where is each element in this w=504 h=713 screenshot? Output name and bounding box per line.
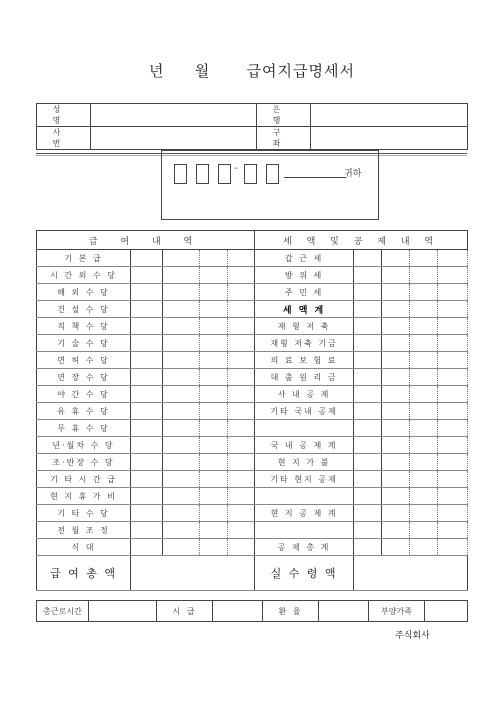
pay-amount-cell[interactable] — [163, 454, 200, 471]
pay-amount-cell[interactable] — [163, 352, 200, 369]
pay-amount-cell[interactable] — [200, 420, 228, 437]
deduction-amount-cell[interactable] — [410, 403, 438, 420]
employee-id-field[interactable] — [91, 127, 257, 150]
deduction-item-label: 기타 현지 공제 — [255, 471, 354, 488]
deduction-amount-cell[interactable] — [410, 420, 438, 437]
deduction-item-label: 국 내 공 제 계 — [255, 437, 354, 454]
pay-amount-cell[interactable] — [200, 301, 228, 318]
deduction-item-label — [255, 488, 354, 505]
name-label: 성 명 — [37, 104, 91, 127]
pay-amount-cell[interactable] — [163, 522, 200, 539]
deduction-item-label: 기타 국내 공제 — [255, 403, 354, 420]
deduction-item-label: 갑 근 세 — [255, 250, 354, 267]
pay-amount-cell[interactable] — [200, 250, 228, 267]
deduction-amount-cell[interactable] — [382, 403, 410, 420]
deduction-amount-cell[interactable] — [438, 369, 468, 386]
pay-amount-cell[interactable] — [131, 284, 163, 301]
summary-table — [36, 600, 468, 622]
deduction-amount-cell[interactable] — [382, 335, 410, 352]
pay-amount-cell[interactable] — [200, 471, 228, 488]
deduction-amount-cell[interactable] — [382, 318, 410, 335]
deduction-amount-cell[interactable] — [410, 250, 438, 267]
pay-amount-cell[interactable] — [200, 522, 228, 539]
pay-amount-cell[interactable] — [228, 522, 255, 539]
deduction-amount-cell[interactable] — [354, 539, 382, 556]
pay-amount-cell[interactable] — [228, 488, 255, 505]
pay-amount-cell[interactable] — [131, 386, 163, 403]
deduction-amount-cell[interactable] — [410, 284, 438, 301]
pay-amount-cell[interactable] — [131, 369, 163, 386]
deduction-amount-cell[interactable] — [438, 318, 468, 335]
postal-code-box[interactable] — [218, 164, 231, 184]
account-field[interactable] — [311, 127, 468, 150]
deduction-item-label: 공 제 총 계 — [255, 539, 354, 556]
deduction-amount-cell[interactable] — [354, 369, 382, 386]
deduction-amount-cell[interactable] — [354, 522, 382, 539]
deduction-amount-cell[interactable] — [438, 250, 468, 267]
deduction-item-label: 재 형 저 축 — [255, 318, 354, 335]
pay-amount-cell[interactable] — [228, 284, 255, 301]
deduction-amount-cell[interactable] — [354, 301, 382, 318]
deduction-item-label: 재형 저축 기금 — [255, 335, 354, 352]
pay-amount-cell[interactable] — [200, 318, 228, 335]
pay-item-label: 년·월차 수 당 — [37, 437, 131, 454]
pay-amount-cell[interactable] — [131, 471, 163, 488]
pay-amount-cell[interactable] — [163, 471, 200, 488]
table-row — [37, 488, 468, 505]
pay-amount-cell[interactable] — [163, 488, 200, 505]
pay-amount-cell[interactable] — [163, 505, 200, 522]
document-title — [0, 60, 504, 81]
deduction-amount-cell[interactable] — [438, 505, 468, 522]
pay-item-label: 유 휴 수 당 — [37, 403, 131, 420]
pay-amount-cell[interactable] — [200, 335, 228, 352]
table-row — [37, 250, 468, 267]
pay-item-label: 면 허 수 당 — [37, 352, 131, 369]
deduction-amount-cell[interactable] — [410, 301, 438, 318]
pay-amount-cell[interactable] — [163, 267, 200, 284]
table-row — [37, 267, 468, 284]
title-text: 급여지급명세서 — [246, 62, 355, 80]
deduction-amount-cell[interactable] — [438, 301, 468, 318]
deduction-item-label: 주 민 세 — [255, 284, 354, 301]
table-row — [37, 522, 468, 539]
table-row — [37, 539, 468, 556]
pay-item-label: 야 간 수 당 — [37, 386, 131, 403]
exchange-rate-field[interactable] — [319, 601, 369, 622]
pay-amount-cell[interactable] — [131, 437, 163, 454]
pay-amount-cell[interactable] — [131, 488, 163, 505]
net-pay-label: 실 수 령 액 — [255, 556, 354, 591]
pay-amount-cell[interactable] — [200, 454, 228, 471]
pay-amount-cell[interactable] — [163, 437, 200, 454]
pay-item-label: 무 휴 수 당 — [37, 420, 131, 437]
pay-amount-cell[interactable] — [131, 522, 163, 539]
deduction-amount-cell[interactable] — [354, 505, 382, 522]
deduction-amount-cell[interactable] — [354, 420, 382, 437]
pay-amount-cell[interactable] — [200, 284, 228, 301]
pay-item-label: 기 본 급 — [37, 250, 131, 267]
recipient-label: 귀하 — [344, 169, 362, 179]
deduction-amount-cell[interactable] — [382, 284, 410, 301]
table-row — [37, 284, 468, 301]
deduction-amount-cell[interactable] — [354, 403, 382, 420]
deduction-amount-cell[interactable] — [382, 488, 410, 505]
pay-amount-cell[interactable] — [131, 403, 163, 420]
deduction-item-label: 사 내 공 제 — [255, 386, 354, 403]
pay-item-label: 조·반장 수 당 — [37, 454, 131, 471]
address-window — [161, 150, 379, 220]
pay-amount-cell[interactable] — [200, 488, 228, 505]
deduction-amount-cell[interactable] — [354, 454, 382, 471]
deduction-amount-cell[interactable] — [382, 471, 410, 488]
deduction-amount-cell[interactable] — [382, 454, 410, 471]
deduction-amount-cell[interactable] — [410, 539, 438, 556]
postal-code-box[interactable] — [244, 164, 257, 184]
pay-amount-cell[interactable] — [228, 437, 255, 454]
pay-amount-cell[interactable] — [131, 420, 163, 437]
deduction-amount-cell[interactable] — [438, 335, 468, 352]
deduction-amount-cell[interactable] — [438, 539, 468, 556]
bank-label: 은 행 — [257, 104, 311, 127]
pay-total-label: 급 여 총 액 — [37, 556, 131, 591]
table-row — [37, 471, 468, 488]
bank-field[interactable] — [311, 104, 468, 127]
deduction-amount-cell[interactable] — [438, 352, 468, 369]
pay-total-value[interactable] — [131, 556, 255, 591]
dependents-field[interactable] — [425, 601, 468, 622]
deduction-amount-cell[interactable] — [382, 369, 410, 386]
deduction-header: 세 액 및 공 제 내 역 — [255, 231, 468, 250]
deduction-amount-cell[interactable] — [438, 437, 468, 454]
pay-item-label: 기 술 수 당 — [37, 335, 131, 352]
postal-code-box[interactable] — [174, 164, 187, 184]
pay-item-label: 기 타 수 당 — [37, 505, 131, 522]
deduction-amount-cell[interactable] — [438, 267, 468, 284]
deduction-amount-cell[interactable] — [438, 488, 468, 505]
pay-item-label: 건 설 수 당 — [37, 301, 131, 318]
pay-amount-cell[interactable] — [131, 505, 163, 522]
pay-statement-table — [36, 230, 468, 591]
deduction-amount-cell[interactable] — [354, 267, 382, 284]
deduction-amount-cell[interactable] — [382, 420, 410, 437]
deduction-amount-cell[interactable] — [410, 267, 438, 284]
deduction-amount-cell[interactable] — [410, 369, 438, 386]
pay-amount-cell[interactable] — [131, 250, 163, 267]
company-name: 주식회사 — [395, 631, 430, 641]
deduction-amount-cell[interactable] — [410, 335, 438, 352]
deduction-amount-cell[interactable] — [410, 488, 438, 505]
deduction-amount-cell[interactable] — [438, 522, 468, 539]
pay-amount-cell[interactable] — [200, 403, 228, 420]
deduction-amount-cell[interactable] — [382, 250, 410, 267]
pay-amount-cell[interactable] — [228, 454, 255, 471]
deduction-amount-cell[interactable] — [382, 505, 410, 522]
postal-code-box[interactable] — [266, 164, 279, 184]
deduction-amount-cell[interactable] — [410, 522, 438, 539]
pay-amount-cell[interactable] — [200, 505, 228, 522]
pay-amount-cell[interactable] — [163, 386, 200, 403]
pay-item-label: 시 간 외 수 당 — [37, 267, 131, 284]
employee-info-table — [36, 103, 468, 150]
deduction-amount-cell[interactable] — [410, 386, 438, 403]
exchange-rate-label: 환 율 — [263, 601, 319, 622]
deduction-amount-cell[interactable] — [382, 267, 410, 284]
pay-item-label: 연 장 수 당 — [37, 369, 131, 386]
deduction-amount-cell[interactable] — [354, 471, 382, 488]
pay-header: 급 여 내 역 — [37, 231, 255, 250]
pay-amount-cell[interactable] — [200, 437, 228, 454]
pay-item-label: 해 외 수 당 — [37, 284, 131, 301]
pay-amount-cell[interactable] — [228, 250, 255, 267]
work-hours-label: 총근로시간 — [37, 601, 89, 622]
deduction-amount-cell[interactable] — [382, 539, 410, 556]
hourly-wage-field[interactable] — [213, 601, 263, 622]
account-label: 구 좌 — [257, 127, 311, 150]
deduction-amount-cell[interactable] — [354, 488, 382, 505]
pay-amount-cell[interactable] — [163, 539, 200, 556]
hourly-wage-label: 시 급 — [157, 601, 213, 622]
pay-amount-cell[interactable] — [228, 369, 255, 386]
table-row — [37, 437, 468, 454]
pay-amount-cell[interactable] — [200, 386, 228, 403]
pay-amount-cell[interactable] — [228, 301, 255, 318]
deduction-amount-cell[interactable] — [382, 522, 410, 539]
deduction-amount-cell[interactable] — [354, 386, 382, 403]
pay-amount-cell[interactable] — [163, 250, 200, 267]
year-label: 년 — [149, 62, 165, 80]
deduction-amount-cell[interactable] — [382, 437, 410, 454]
pay-amount-cell[interactable] — [131, 454, 163, 471]
deduction-item-label: 현 지 공 제 계 — [255, 505, 354, 522]
deduction-amount-cell[interactable] — [382, 301, 410, 318]
deduction-amount-cell[interactable] — [438, 386, 468, 403]
pay-amount-cell[interactable] — [131, 539, 163, 556]
pay-amount-cell[interactable] — [163, 420, 200, 437]
deduction-amount-cell[interactable] — [438, 420, 468, 437]
pay-amount-cell[interactable] — [131, 267, 163, 284]
deduction-item-label — [255, 522, 354, 539]
deduction-amount-cell[interactable] — [410, 318, 438, 335]
pay-amount-cell[interactable] — [163, 335, 200, 352]
pay-amount-cell[interactable] — [131, 352, 163, 369]
pay-amount-cell[interactable] — [228, 403, 255, 420]
deduction-amount-cell[interactable] — [354, 437, 382, 454]
table-row — [37, 352, 468, 369]
table-row — [37, 403, 468, 420]
pay-amount-cell[interactable] — [163, 318, 200, 335]
pay-amount-cell[interactable] — [131, 318, 163, 335]
pay-amount-cell[interactable] — [163, 369, 200, 386]
pay-amount-cell[interactable] — [228, 386, 255, 403]
deduction-amount-cell[interactable] — [410, 471, 438, 488]
deduction-amount-cell[interactable] — [382, 352, 410, 369]
employee-id-label: 사 번 — [37, 127, 91, 150]
work-hours-field[interactable] — [89, 601, 157, 622]
pay-item-label: 현 지 휴 가 비 — [37, 488, 131, 505]
deduction-amount-cell[interactable] — [438, 454, 468, 471]
pay-amount-cell[interactable] — [228, 471, 255, 488]
pay-amount-cell[interactable] — [131, 301, 163, 318]
pay-amount-cell[interactable] — [228, 420, 255, 437]
table-row — [37, 386, 468, 403]
deduction-amount-cell[interactable] — [354, 352, 382, 369]
table-row — [37, 505, 468, 522]
postal-code-box[interactable] — [196, 164, 209, 184]
deduction-amount-cell[interactable] — [354, 284, 382, 301]
deduction-item-label: 현 지 가 불 — [255, 454, 354, 471]
deduction-amount-cell[interactable] — [354, 250, 382, 267]
deduction-amount-cell[interactable] — [438, 471, 468, 488]
postal-dash: - — [234, 163, 238, 174]
pay-amount-cell[interactable] — [200, 539, 228, 556]
deduction-amount-cell[interactable] — [410, 352, 438, 369]
pay-amount-cell[interactable] — [200, 352, 228, 369]
deduction-amount-cell[interactable] — [438, 284, 468, 301]
deduction-amount-cell[interactable] — [438, 403, 468, 420]
pay-amount-cell[interactable] — [228, 335, 255, 352]
deduction-amount-cell[interactable] — [410, 505, 438, 522]
table-row — [37, 318, 468, 335]
table-row — [37, 420, 468, 437]
pay-amount-cell[interactable] — [131, 335, 163, 352]
pay-item-label: 직 책 수 당 — [37, 318, 131, 335]
deduction-item-label: 대 출 원 리 금 — [255, 369, 354, 386]
pay-amount-cell[interactable] — [163, 403, 200, 420]
pay-amount-cell[interactable] — [200, 369, 228, 386]
table-row — [37, 369, 468, 386]
name-field[interactable] — [91, 104, 257, 127]
pay-amount-cell[interactable] — [228, 318, 255, 335]
deduction-amount-cell[interactable] — [410, 437, 438, 454]
dependents-label: 부양가족 — [369, 601, 425, 622]
pay-amount-cell[interactable] — [200, 267, 228, 284]
pay-amount-cell[interactable] — [228, 267, 255, 284]
table-row — [37, 454, 468, 471]
deduction-item-label: 세 액 계 — [255, 301, 354, 318]
month-label: 월 — [194, 62, 211, 80]
pay-item-label: 식 대 — [37, 539, 131, 556]
table-row — [37, 335, 468, 352]
deduction-item-label — [255, 420, 354, 437]
deduction-amount-cell[interactable] — [410, 454, 438, 471]
pay-amount-cell[interactable] — [228, 505, 255, 522]
pay-amount-cell[interactable] — [228, 352, 255, 369]
pay-amount-cell[interactable] — [163, 284, 200, 301]
pay-amount-cell[interactable] — [163, 301, 200, 318]
pay-item-label: 기 타 시 간 급 — [37, 471, 131, 488]
net-pay-value[interactable] — [354, 556, 468, 591]
deduction-item-label: 방 위 세 — [255, 267, 354, 284]
deduction-amount-cell[interactable] — [382, 386, 410, 403]
pay-item-label: 전 월 조 정 — [37, 522, 131, 539]
recipient-line — [284, 177, 346, 178]
deduction-amount-cell[interactable] — [354, 335, 382, 352]
pay-amount-cell[interactable] — [228, 539, 255, 556]
deduction-item-label: 의 료 보 험 료 — [255, 352, 354, 369]
table-row — [37, 301, 468, 318]
deduction-amount-cell[interactable] — [354, 318, 382, 335]
